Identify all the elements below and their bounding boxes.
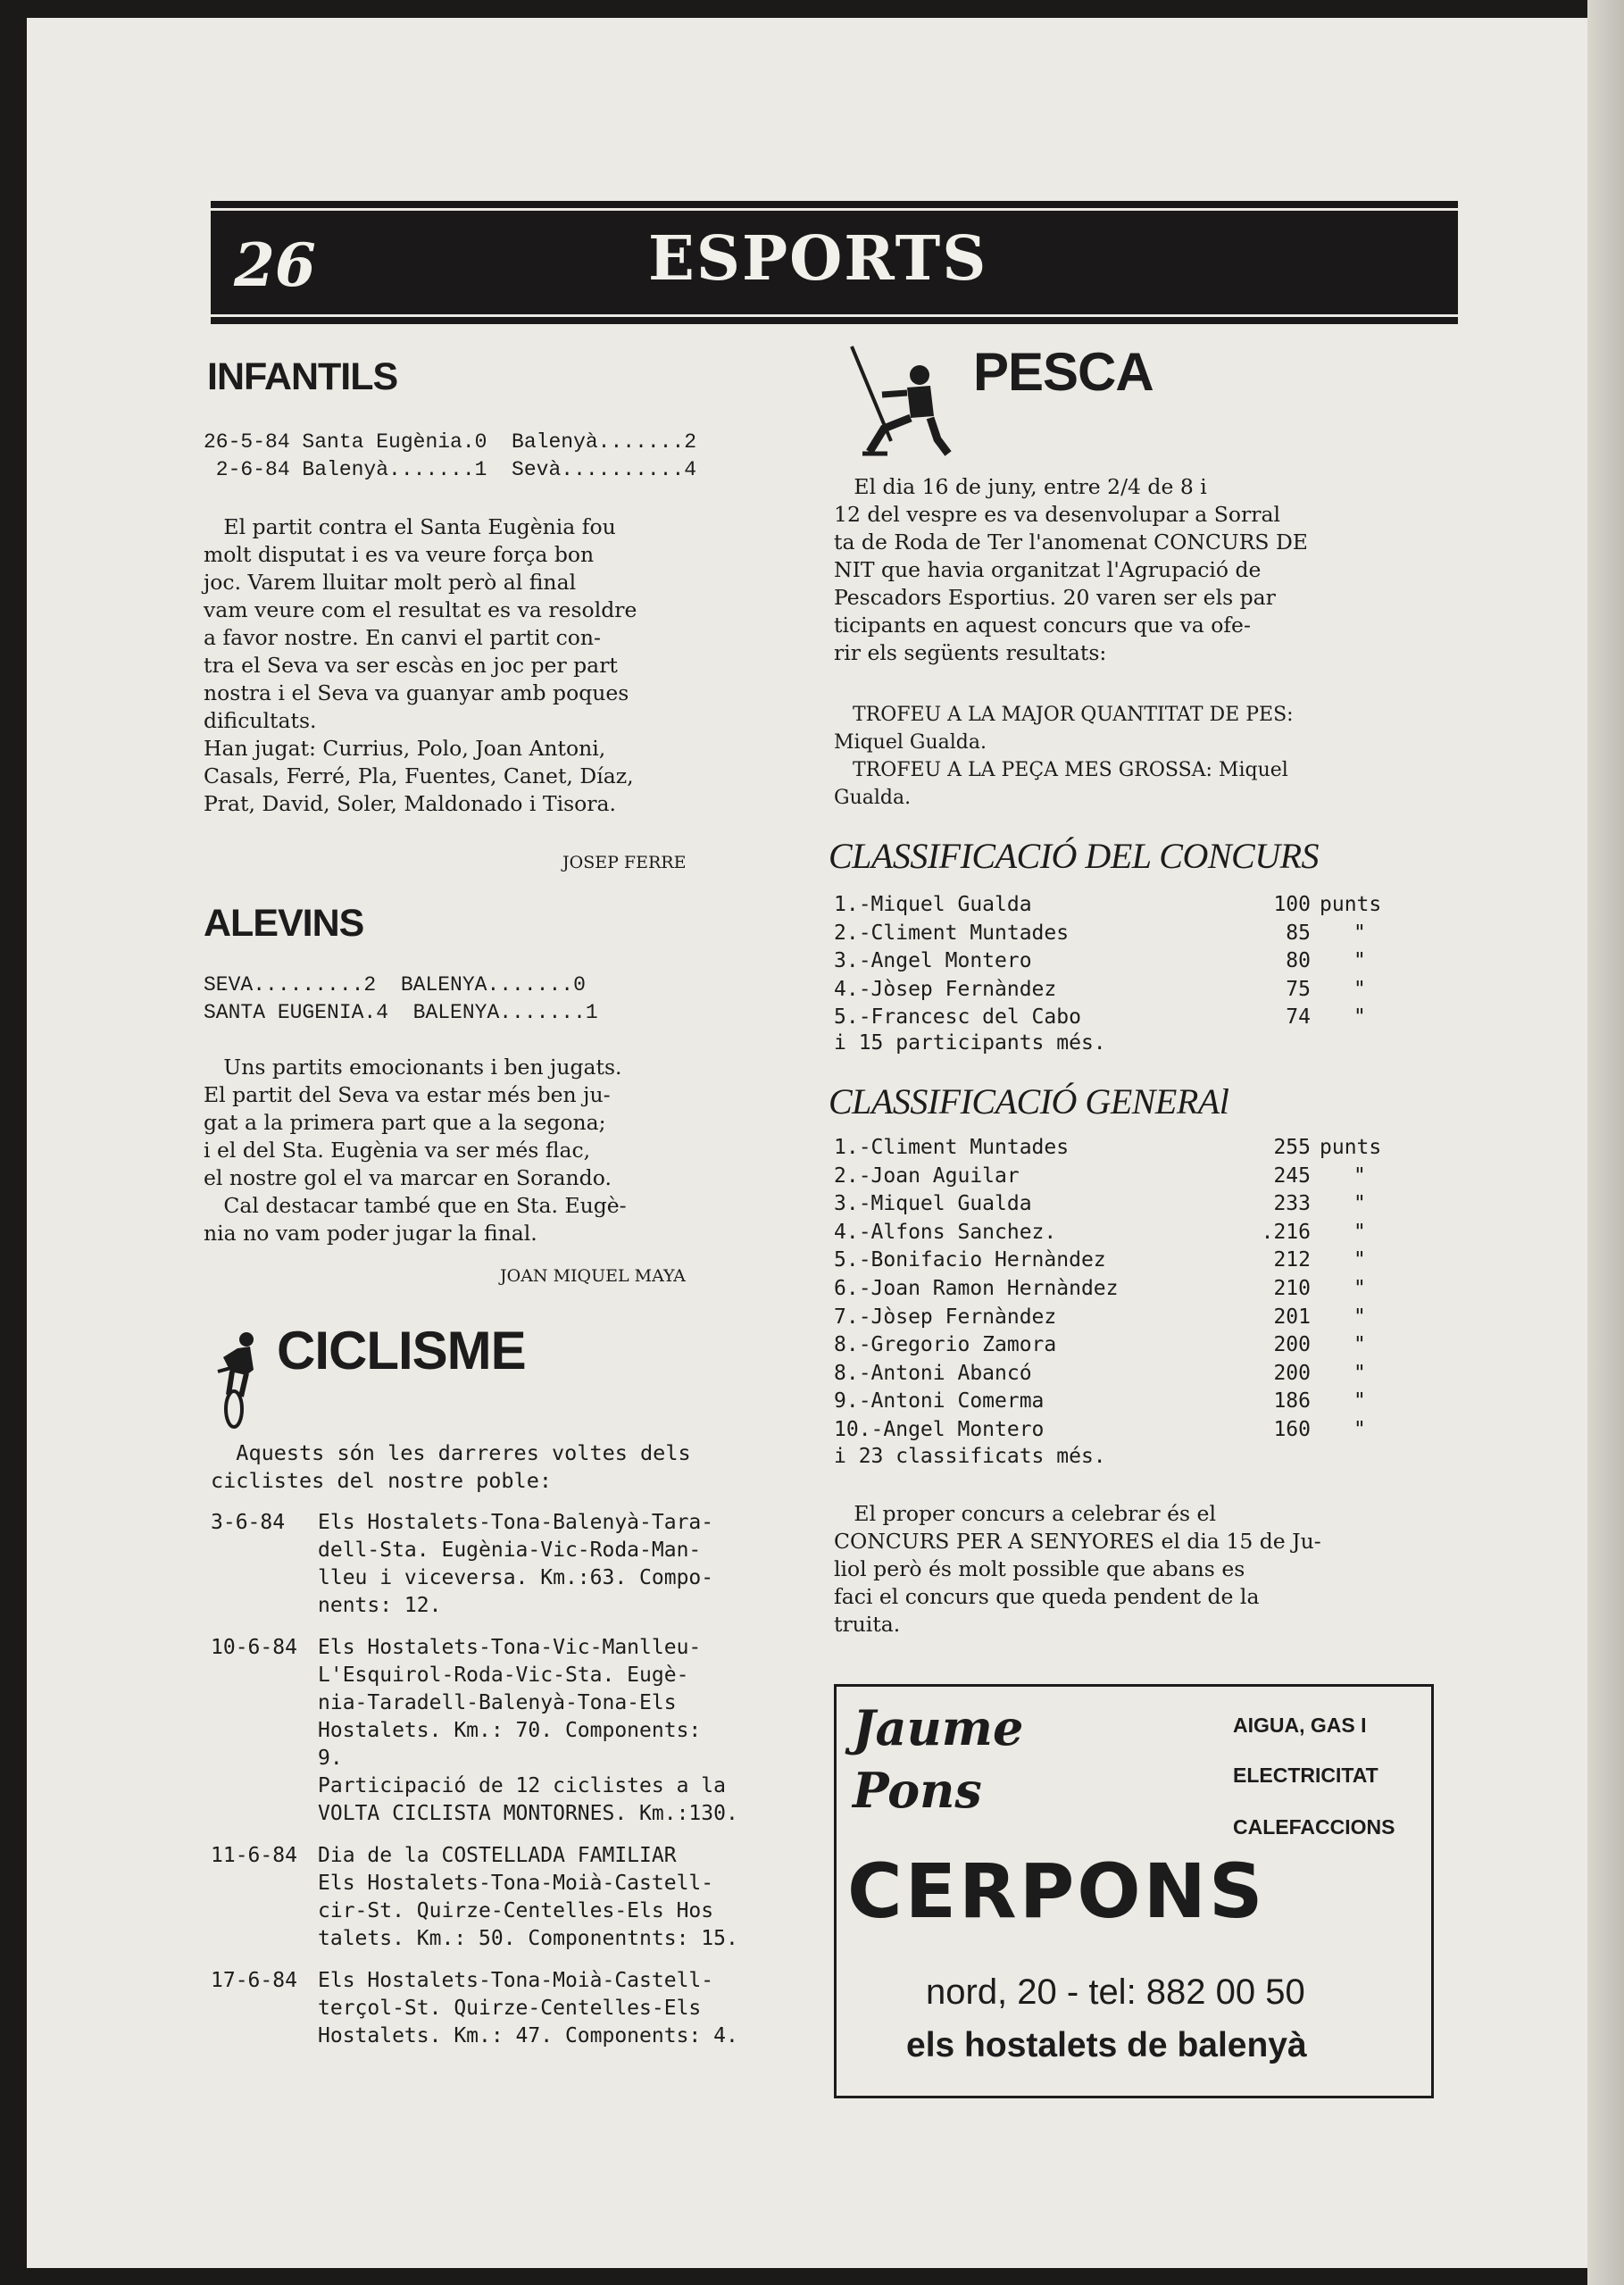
text-line: nostra i el Seva va guanyar amb poques [204, 680, 629, 705]
next-page-edge [1587, 0, 1624, 2285]
text-line: dificultats. [204, 708, 317, 733]
ranking-name: 8.-Antoni Abancó [834, 1361, 1032, 1385]
text-line: nia-Taradell-Balenyà-Tona-Els [318, 1691, 677, 1714]
entry-description [318, 1634, 738, 1828]
text-line: a favor nostre. En canvi el partit con- [204, 625, 601, 650]
cycling-entry [211, 1509, 818, 1620]
ranking-unit: " [1353, 1248, 1366, 1272]
ranking-points: 74 [1286, 1005, 1311, 1030]
text-line: rir els següents resultats: [834, 640, 1107, 665]
ranking-unit: " [1353, 977, 1366, 1001]
text-line: Uns partits emocionants i ben jugats. [204, 1055, 622, 1080]
pesca-heading: PESCA [973, 342, 1153, 402]
text-line: molt disputat i es va veure força bon [204, 542, 595, 567]
text-line: liol però és molt possible que abans es [834, 1556, 1245, 1581]
cycling-entry [211, 1634, 818, 1828]
entry-date: 11-6-84 [211, 1844, 297, 1867]
text-line: El dia 16 de juny, entre 2/4 de 8 i [834, 474, 1207, 499]
cycling-entry [211, 1967, 818, 2050]
text-line: El partit del Seva va estar més ben ju- [204, 1082, 611, 1107]
ranking-name: 4.-Alfons Sanchez. [834, 1220, 1057, 1244]
ranking-points: 200 [1273, 1333, 1311, 1357]
ranking-unit: " [1353, 1305, 1366, 1329]
general-heading: CLASSIFICACIÓ GENERAl [829, 1081, 1229, 1122]
text-line: L'Esquirol-Roda-Vic-Sta. Eugè- [318, 1664, 689, 1687]
text-line: gat a la primera part que a la segona; [204, 1110, 606, 1135]
pesca-paragraph [834, 473, 1308, 667]
cyclist-icon [211, 1330, 264, 1429]
ad-brand: CERPONS [847, 1847, 1266, 1935]
text-line: terçol-St. Quirze-Centelles-Els [318, 1997, 702, 2020]
text-line: Hostalets. Km.: 70. Components: [318, 1719, 702, 1742]
ranking-unit: " [1353, 1005, 1366, 1030]
text-line: truita. [834, 1612, 901, 1637]
general-footer: i 23 classificats més. [834, 1445, 1106, 1468]
text-line: Aquests són les darreres voltes dels [211, 1440, 691, 1465]
infantils-paragraph [204, 513, 637, 818]
ranking-unit: " [1353, 1277, 1366, 1300]
text-line: ta de Roda de Ter l'anomenat CONCURS DE [834, 530, 1308, 555]
ranking-points: 100 [1273, 893, 1311, 916]
text-line: talets. Km.: 50. Componentnts: 15. [318, 1927, 738, 1950]
ciclisme-heading: CICLISME [277, 1321, 526, 1380]
text-line: cir-St. Quirze-Centelles-Els Hos [318, 1899, 714, 1922]
ranking-unit: " [1353, 1389, 1366, 1414]
alevins-signature: JOAN MIQUEL MAYA [500, 1266, 686, 1286]
ranking-name: 3.-Miquel Gualda [834, 1192, 1032, 1216]
concurs-heading: CLASSIFICACIÓ DEL CONCURS [829, 836, 1320, 876]
ad-script-name-1: Jaume [853, 1699, 1024, 1756]
ad-address: nord, 20 - tel: 882 00 50 [926, 1972, 1305, 2012]
ranking-points: 212 [1273, 1248, 1311, 1272]
text-line: 12 del vespre es va desenvolupar a Sorral [834, 502, 1281, 527]
text-line: nents: 12. [318, 1594, 442, 1617]
ranking-name: 9.-Antoni Comerma [834, 1389, 1045, 1414]
alevins-heading: ALEVINS [204, 902, 364, 945]
ciclisme-entries [211, 1509, 818, 2064]
ranking-points: .216 [1261, 1220, 1311, 1244]
result-line: SEVA.........2 BALENYA.......0 [204, 973, 586, 997]
ad-service-1: AIGUA, GAS I [1233, 1714, 1367, 1737]
text-line: Participació de 12 ciclistes a la [318, 1774, 726, 1797]
text-line: CONCURS PER A SENYORES el dia 15 de Ju- [834, 1529, 1321, 1554]
infantils-signature: JOSEP FERRE [562, 853, 687, 872]
concurs-footer: i 15 participants més. [834, 1031, 1106, 1055]
text-line: nia no vam poder jugar la final. [204, 1221, 537, 1246]
text-line: Pescadors Esportius. 20 varen ser els par [834, 585, 1276, 610]
text-line: Els Hostalets-Tona-Moià-Castell- [318, 1872, 714, 1895]
text-line: Casals, Ferré, Pla, Fuentes, Canet, Díaz, [204, 763, 634, 788]
ranking-points: 85 [1286, 921, 1311, 945]
text-line: ciclistes del nostre poble: [211, 1468, 553, 1493]
text-line: el nostre gol el va marcar en Sorando. [204, 1165, 612, 1190]
ranking-unit: punts [1320, 893, 1382, 916]
ranking-unit: " [1353, 1361, 1366, 1385]
page-number: 26 [234, 230, 316, 300]
ranking-unit: " [1353, 1192, 1366, 1216]
ranking-name: 5.-Francesc del Cabo [834, 1005, 1081, 1030]
alevins-paragraph [204, 1054, 627, 1247]
text-line: lleu i viceversa. Km.:63. Compo- [318, 1566, 714, 1589]
ranking-unit: " [1353, 1163, 1366, 1188]
cycling-entry [211, 1842, 818, 1953]
ranking-points: 210 [1273, 1277, 1311, 1300]
section-title: ESPORTS [648, 223, 988, 295]
entry-date: 17-6-84 [211, 1969, 297, 1992]
entry-date: 10-6-84 [211, 1636, 297, 1659]
text-line: TROFEU A LA MAJOR QUANTITAT DE PES: [834, 704, 1294, 726]
result-line: 26-5-84 Santa Eugènia.0 Balenyà.......2 [204, 430, 697, 454]
ad-town: els hostalets de balenyà [906, 2026, 1307, 2064]
text-line: Prat, David, Soler, Maldonado i Tisora. [204, 791, 617, 816]
ranking-name: 3.-Angel Montero [834, 949, 1032, 973]
pesca-trophies [834, 701, 1294, 812]
ranking-name: 6.-Joan Ramon Hernàndez [834, 1277, 1119, 1300]
text-line: El proper concurs a celebrar és el [834, 1501, 1216, 1526]
infantils-heading: INFANTILS [207, 355, 398, 398]
ranking-unit: " [1353, 1333, 1366, 1357]
text-line: Han jugat: Currius, Polo, Joan Antoni, [204, 736, 606, 761]
ranking-points: 233 [1273, 1192, 1311, 1216]
ranking-unit: " [1353, 921, 1366, 945]
ranking-unit: " [1353, 1220, 1366, 1244]
ad-service-3: CALEFACCIONS [1233, 1815, 1395, 1839]
text-line: Hostalets. Km.: 47. Components: 4. [318, 2024, 738, 2047]
ad-service-2: ELECTRICITAT [1233, 1764, 1378, 1787]
text-line: Els Hostalets-Tona-Moià-Castell- [318, 1969, 714, 1992]
text-line: VOLTA CICLISTA MONTORNES. Km.:130. [318, 1802, 738, 1825]
ranking-points: 75 [1286, 977, 1311, 1001]
result-line: 2-6-84 Balenyà.......1 Sevà..........4 [204, 458, 697, 481]
ranking-unit: " [1353, 1418, 1366, 1441]
ranking-name: 8.-Gregorio Zamora [834, 1333, 1057, 1357]
text-line: Gualda. [834, 787, 912, 809]
infantils-results [204, 429, 696, 484]
text-line: joc. Varem lluitar molt però al final [204, 570, 577, 595]
text-line: vam veure com el resultat es va resoldre [204, 597, 637, 622]
ranking-name: 2.-Joan Aguilar [834, 1163, 1020, 1188]
ranking-name: 4.-Jòsep Fernàndez [834, 977, 1057, 1001]
ranking-points: 201 [1273, 1305, 1311, 1329]
ranking-name: 5.-Bonifacio Hernàndez [834, 1248, 1106, 1272]
ranking-points: 186 [1273, 1389, 1311, 1414]
text-line: El partit contra el Santa Eugènia fou [204, 514, 616, 539]
entry-description [318, 1967, 738, 2050]
text-line: NIT que havia organitzat l'Agrupació de [834, 557, 1262, 582]
ranking-points: 245 [1273, 1163, 1311, 1188]
ranking-name: 7.-Jòsep Fernàndez [834, 1305, 1057, 1329]
ad-script-name-2: Pons [853, 1762, 982, 1819]
ranking-name: 2.-Climent Muntades [834, 921, 1070, 945]
ciclisme-intro [211, 1439, 691, 1495]
text-line: Els Hostalets-Tona-Balenyà-Tara- [318, 1511, 714, 1534]
ranking-name: 10.-Angel Montero [834, 1418, 1045, 1441]
ranking-name: 1.-Climent Muntades [834, 1136, 1070, 1159]
text-line: dell-Sta. Eugènia-Vic-Roda-Man- [318, 1539, 702, 1562]
text-line: Cal destacar també que en Sta. Eugè- [204, 1193, 627, 1218]
entry-description [318, 1509, 713, 1620]
text-line: ticipants en aquest concurs que va ofe- [834, 613, 1251, 638]
text-line: Miquel Gualda. [834, 731, 987, 754]
text-line: i el del Sta. Eugènia va ser més flac, [204, 1138, 591, 1163]
text-line: Els Hostalets-Tona-Vic-Manlleu- [318, 1636, 702, 1659]
advertisement [834, 1684, 1434, 2098]
ranking-points: 255 [1273, 1136, 1311, 1159]
pesca-closing [834, 1500, 1321, 1639]
ranking-points: 160 [1273, 1418, 1311, 1441]
text-line: Dia de la COSTELLADA FAMILIAR [318, 1844, 677, 1867]
ranking-unit: " [1353, 949, 1366, 973]
text-line: faci el concurs que queda pendent de la [834, 1584, 1260, 1609]
ranking-points: 80 [1286, 949, 1311, 973]
text-line: 9. [318, 1747, 343, 1770]
ranking-points: 200 [1273, 1361, 1311, 1385]
entry-description [318, 1842, 738, 1953]
alevins-results [204, 972, 598, 1027]
result-line: SANTA EUGENIA.4 BALENYA.......1 [204, 1001, 598, 1024]
ranking-name: 1.-Miquel Gualda [834, 893, 1032, 916]
text-line: tra el Seva va ser escàs en joc per part [204, 653, 618, 678]
text-line: TROFEU A LA PEÇA MES GROSSA: Miquel [834, 759, 1288, 781]
fisherman-icon [848, 343, 955, 459]
entry-date: 3-6-84 [211, 1511, 286, 1534]
ranking-unit: punts [1320, 1136, 1382, 1159]
